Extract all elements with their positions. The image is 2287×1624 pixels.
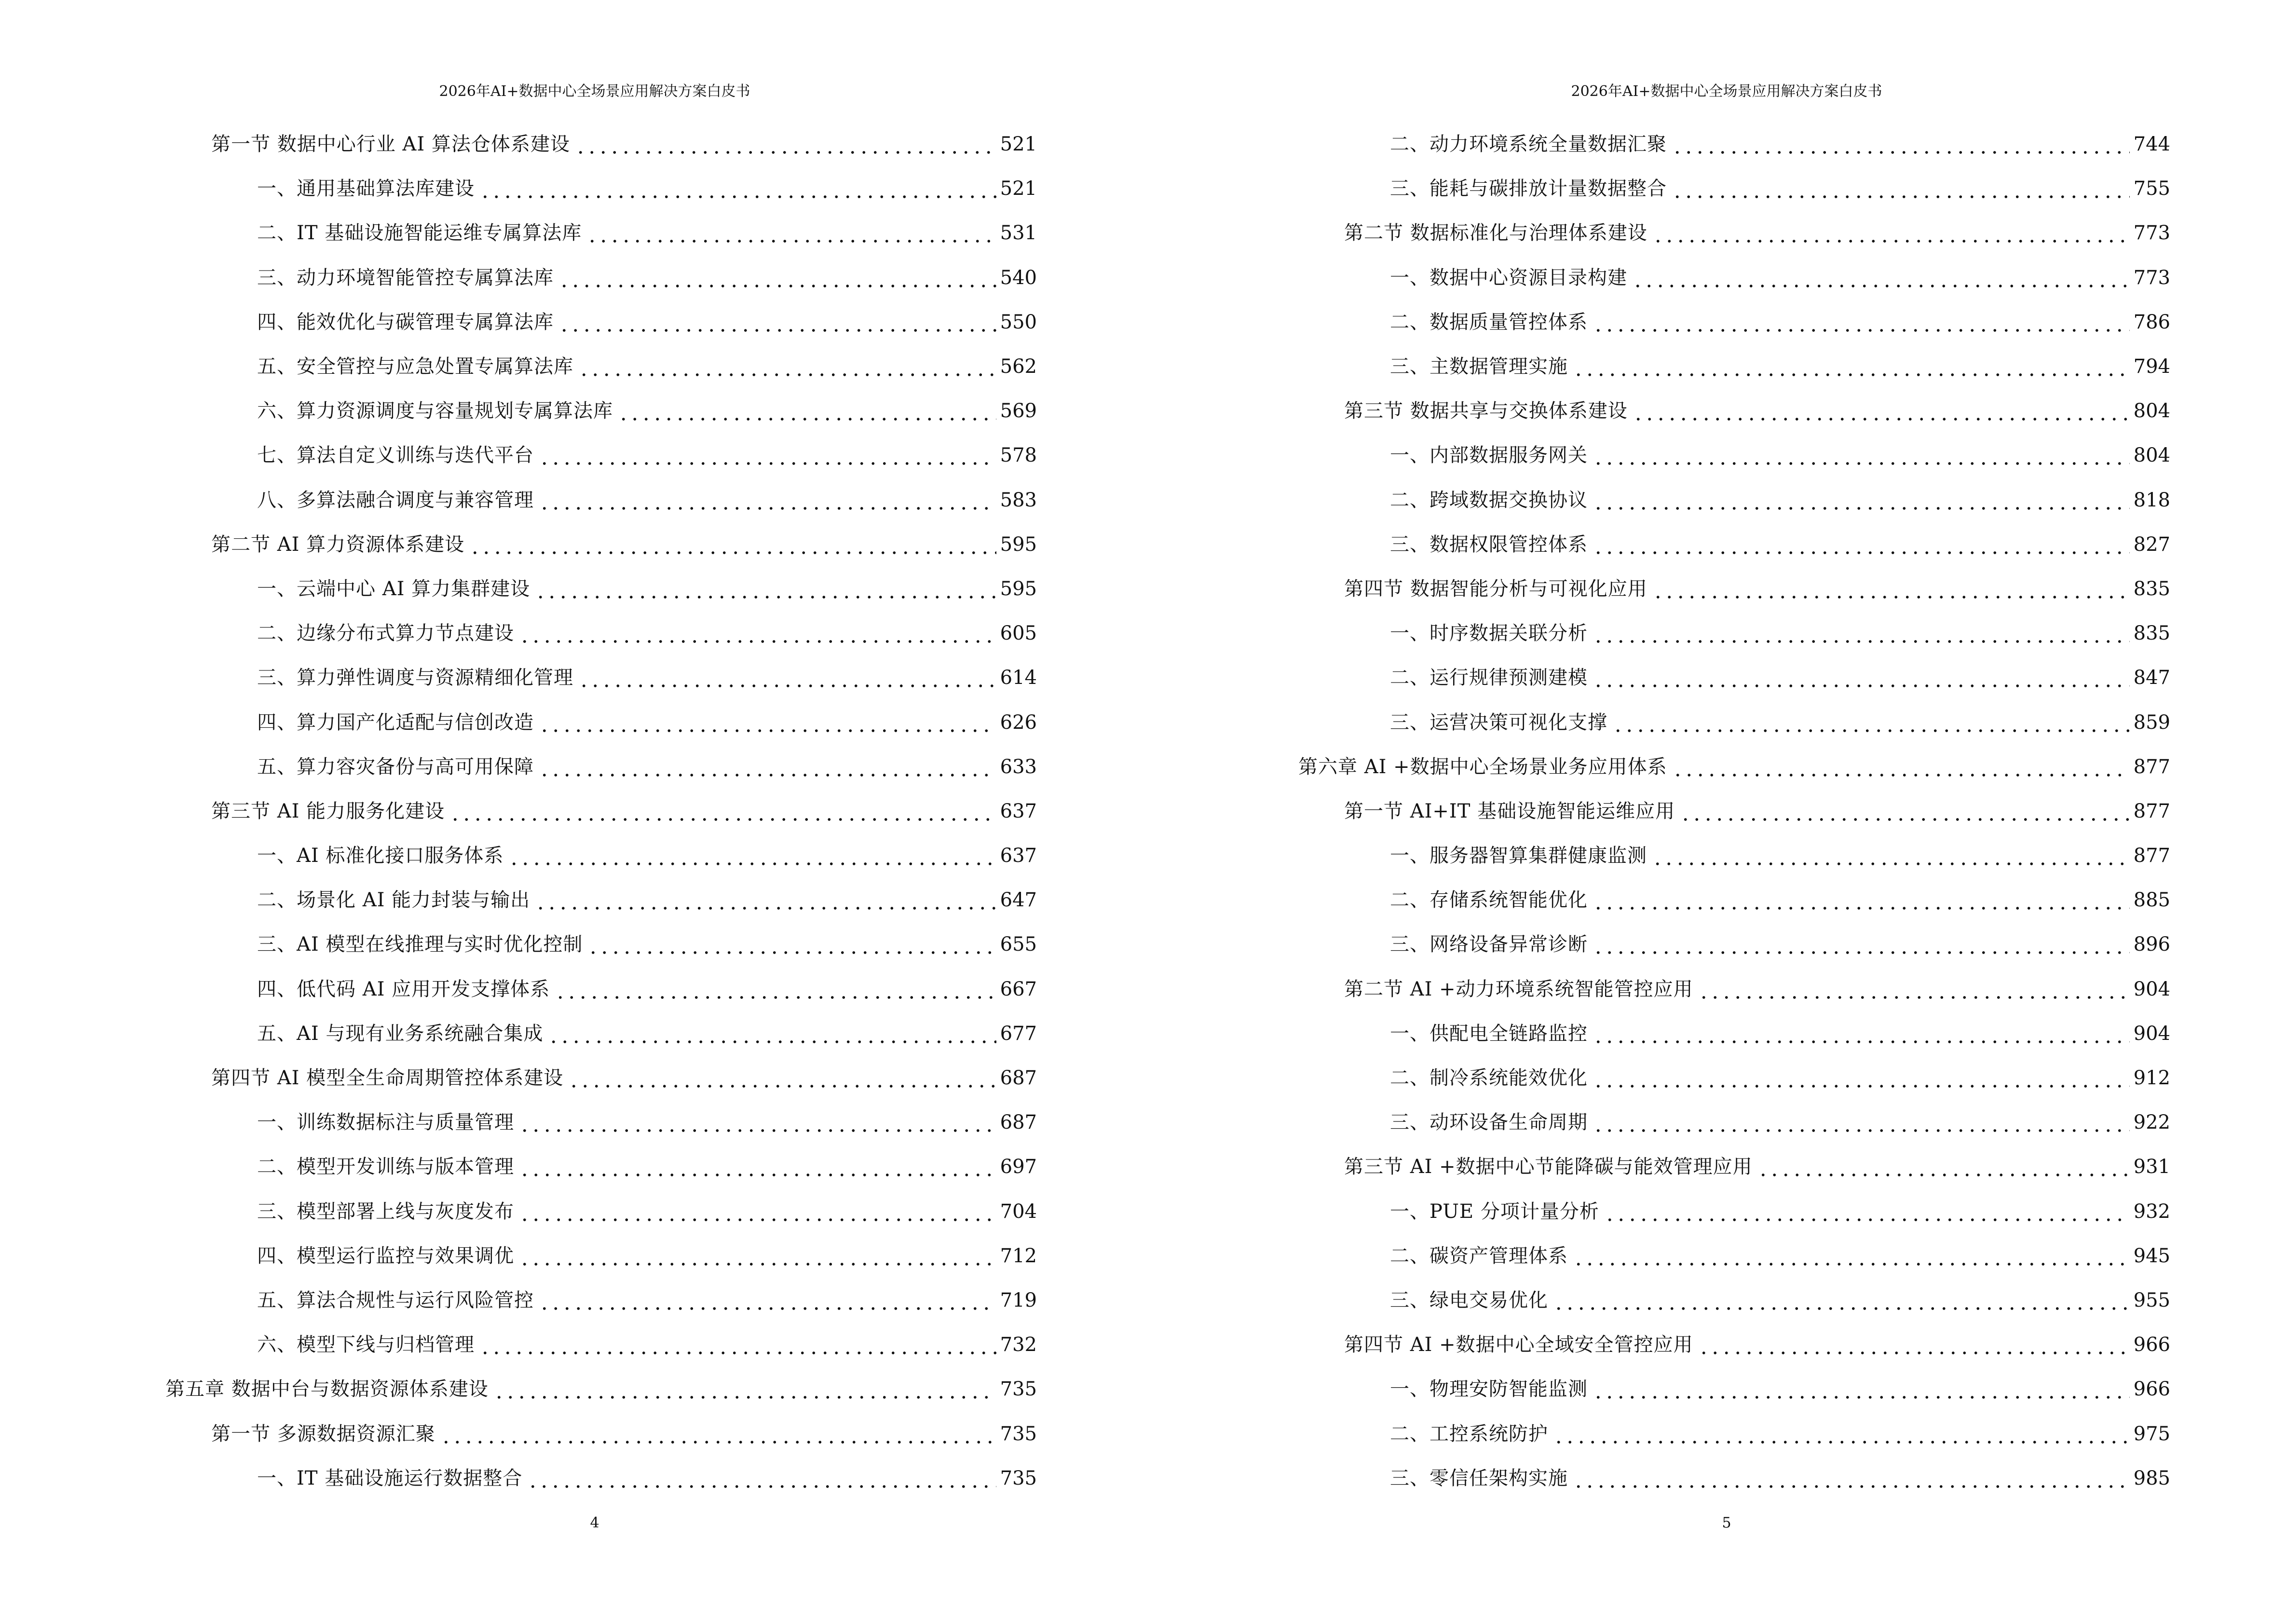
toc-entry-page: 773 (2133, 222, 2170, 245)
toc-entry[interactable] (165, 166, 1037, 211)
toc-entry-title: 第二节 数据标准化与治理体系建设 (1344, 222, 1647, 245)
toc-entry-page: 578 (1000, 444, 1037, 467)
toc-entry-title: 三、算力弹性调度与资源精细化管理 (257, 667, 573, 689)
toc-entry-title: 二、碳资产管理体系 (1390, 1244, 1568, 1267)
toc-entry-title: 二、跨域数据交换协议 (1390, 489, 1588, 511)
toc-entry[interactable] (165, 567, 1037, 611)
toc-entry-page: 859 (2133, 711, 2170, 734)
toc-entry[interactable] (165, 611, 1037, 655)
toc-entry-page: 655 (1000, 933, 1037, 956)
toc-entry-page: 550 (1000, 311, 1037, 333)
toc-entry-page: 735 (1000, 1378, 1037, 1401)
toc-entry[interactable] (165, 922, 1037, 967)
dot-leader (555, 978, 996, 1001)
toc-entry-title: 四、低代码 AI 应用开发支撑体系 (257, 978, 550, 1000)
dot-leader (469, 533, 996, 556)
toc-entry-title: 四、模型运行监控与效果调优 (257, 1244, 514, 1267)
toc-entry-page: 595 (1000, 577, 1037, 600)
dot-leader (1680, 800, 2130, 823)
toc-entry[interactable] (1298, 1056, 2170, 1100)
toc-entry[interactable] (165, 1100, 1037, 1145)
toc-entry-page: 744 (2133, 133, 2170, 156)
toc-entry-title: 二、IT 基础设施智能运维专属算法库 (257, 222, 582, 245)
dot-leader (1604, 1200, 2130, 1223)
toc-entry-page: 922 (2133, 1111, 2170, 1134)
dot-leader (1672, 177, 2130, 200)
toc-entry-title: 三、AI 模型在线推理与实时优化控制 (257, 933, 583, 956)
toc-entry-page: 835 (2133, 622, 2170, 645)
toc-entry[interactable] (165, 700, 1037, 744)
toc-entry-page: 614 (1000, 667, 1037, 689)
toc-entry[interactable] (1298, 344, 2170, 389)
toc-entry[interactable] (1298, 166, 2170, 211)
dot-leader (558, 311, 996, 334)
toc-entry-page: 912 (2133, 1067, 2170, 1090)
dot-leader (1612, 711, 2130, 734)
toc-entry-page: 877 (2133, 755, 2170, 778)
dot-leader (519, 1155, 996, 1178)
dot-leader (1593, 888, 2130, 912)
toc-entry[interactable] (165, 745, 1037, 789)
dot-leader (519, 1244, 996, 1268)
toc-entry[interactable] (1298, 211, 2170, 255)
toc-entry-title: 第三节 数据共享与交换体系建设 (1344, 400, 1628, 423)
toc-entry[interactable] (165, 1234, 1037, 1278)
toc-entry-page: 626 (1000, 711, 1037, 734)
dot-leader (479, 1333, 996, 1356)
dot-leader (539, 711, 996, 734)
toc-entry-title: 五、AI 与现有业务系统融合集成 (257, 1022, 544, 1045)
toc-entry-page: 932 (2133, 1200, 2170, 1223)
toc-entry-title: 三、能耗与碳排放计量数据整合 (1390, 177, 1667, 200)
toc-entry-title: 一、PUE 分项计量分析 (1390, 1200, 1599, 1223)
dot-leader (1553, 1422, 2130, 1446)
toc-entry-page: 773 (2133, 266, 2170, 289)
dot-leader (558, 266, 996, 289)
dot-leader (1593, 311, 2130, 334)
toc-entry-title: 三、零信任架构实施 (1390, 1467, 1568, 1489)
toc-entry[interactable] (165, 1367, 1037, 1411)
toc-entry-title: 二、场景化 AI 能力封装与输出 (257, 889, 531, 912)
toc-entry-title: 三、动力环境智能管控专属算法库 (257, 266, 554, 289)
dot-leader (1593, 933, 2130, 956)
toc-entry[interactable] (165, 389, 1037, 433)
toc-entry-title: 八、多算法融合调度与兼容管理 (257, 489, 534, 511)
dot-leader (535, 888, 996, 912)
toc-entry-page: 637 (1000, 800, 1037, 822)
toc-entry-title: 一、AI 标准化接口服务体系 (257, 845, 504, 867)
dot-leader (1672, 133, 2130, 156)
toc-entry-page: 955 (2133, 1289, 2170, 1311)
toc-entry-page: 595 (1000, 533, 1037, 556)
toc-entry-page: 877 (2133, 800, 2170, 822)
toc-entry-page: 794 (2133, 355, 2170, 378)
toc-entry-page: 931 (2133, 1156, 2170, 1178)
toc-entry-page: 818 (2133, 489, 2170, 511)
toc-entry-page: 732 (1000, 1334, 1037, 1356)
dot-leader (548, 1022, 996, 1045)
toc-entry-page: 827 (2133, 533, 2170, 556)
toc-entry-title: 三、运营决策可视化支撑 (1390, 711, 1607, 734)
toc-entry[interactable] (1298, 1323, 2170, 1367)
dot-leader (578, 355, 996, 378)
toc-entry[interactable] (1298, 522, 2170, 567)
dot-leader (493, 1378, 996, 1401)
toc-entry-page: 521 (1000, 133, 1037, 156)
dot-leader (519, 1111, 996, 1134)
toc-entry-page: 904 (2133, 1022, 2170, 1045)
toc-entry[interactable] (165, 1056, 1037, 1100)
toc-entry-title: 五、算力容灾备份与高可用保障 (257, 755, 534, 778)
toc-entry-title: 六、算力资源调度与容量规划专属算法库 (257, 400, 613, 423)
toc-entry-title: 第一节 数据中心行业 AI 算法仓体系建设 (211, 133, 570, 156)
dot-leader (1633, 399, 2130, 423)
toc-entry-page: 786 (2133, 311, 2170, 333)
toc-entry[interactable] (165, 1278, 1037, 1323)
toc-entry[interactable] (1298, 1011, 2170, 1056)
toc-entry-page: 531 (1000, 222, 1037, 245)
toc-entry-page: 966 (2133, 1334, 2170, 1356)
toc-entry[interactable] (165, 522, 1037, 567)
running-header: 2026年AI+数据中心全场景应用解决方案白皮书 (439, 83, 750, 100)
toc-entry-page: 562 (1000, 355, 1037, 378)
toc-entry[interactable] (1298, 1234, 2170, 1278)
toc-entry-title: 三、动环设备生命周期 (1390, 1111, 1588, 1134)
dot-leader (1652, 577, 2130, 600)
toc-entry[interactable] (165, 1411, 1037, 1456)
toc-list (165, 122, 1037, 1501)
toc-entry-title: 二、运行规律预测建模 (1390, 667, 1588, 689)
toc-entry-page: 704 (1000, 1200, 1037, 1223)
toc-entry-title: 六、模型下线与归档管理 (257, 1334, 475, 1356)
dot-leader (539, 755, 996, 778)
toc-entry[interactable] (1298, 745, 2170, 789)
dot-leader (519, 622, 996, 645)
toc-entry-page: 719 (1000, 1289, 1037, 1311)
toc-entry[interactable] (165, 1456, 1037, 1501)
toc-entry-title: 三、网络设备异常诊断 (1390, 933, 1588, 956)
toc-entry[interactable] (1298, 567, 2170, 611)
toc-entry-page: 847 (2133, 667, 2170, 689)
toc-entry-page: 540 (1000, 266, 1037, 289)
dot-leader (1672, 755, 2130, 778)
dot-leader (440, 1422, 996, 1446)
dot-leader (578, 666, 996, 689)
toc-entry[interactable] (165, 833, 1037, 878)
toc-entry-title: 第四节 AI 模型全生命周期管控体系建设 (211, 1067, 564, 1090)
toc-entry-page: 877 (2133, 845, 2170, 867)
dot-leader (508, 844, 996, 867)
toc-entry[interactable] (165, 789, 1037, 833)
dot-leader (1593, 489, 2130, 512)
toc-entry[interactable] (1298, 878, 2170, 922)
dot-leader (1593, 622, 2130, 645)
dot-leader (1593, 666, 2130, 689)
toc-page-right (1144, 0, 2287, 1624)
toc-entry-page: 896 (2133, 933, 2170, 956)
toc-entry[interactable] (165, 300, 1037, 344)
dot-leader (1573, 1244, 2130, 1268)
dot-leader (587, 933, 996, 956)
dot-leader (1573, 1467, 2130, 1490)
dot-leader (1698, 978, 2130, 1001)
toc-entry-page: 687 (1000, 1111, 1037, 1134)
toc-entry-page: 697 (1000, 1156, 1037, 1178)
toc-entry[interactable] (1298, 1278, 2170, 1323)
toc-entry[interactable] (1298, 256, 2170, 300)
dot-leader (618, 399, 996, 423)
toc-entry-title: 三、主数据管理实施 (1390, 355, 1568, 378)
toc-entry-title: 一、IT 基础设施运行数据整合 (257, 1467, 523, 1489)
dot-leader (1593, 1378, 2130, 1401)
toc-entry-page: 569 (1000, 400, 1037, 423)
toc-entry[interactable] (165, 433, 1037, 478)
toc-list (1298, 122, 2170, 1501)
toc-entry[interactable] (165, 1189, 1037, 1234)
toc-entry-page: 966 (2133, 1378, 2170, 1401)
page-number: 4 (590, 1515, 599, 1531)
toc-entry[interactable] (1298, 1456, 2170, 1501)
toc-entry[interactable] (165, 344, 1037, 389)
toc-entry-title: 第六章 AI +数据中心全场景业务应用体系 (1298, 755, 1667, 778)
dot-leader (1652, 221, 2130, 245)
toc-entry-title: 二、数据质量管控体系 (1390, 311, 1588, 333)
dot-leader (479, 177, 996, 200)
toc-entry-title: 第二节 AI +动力环境系统智能管控应用 (1344, 978, 1693, 1000)
toc-entry-page: 677 (1000, 1022, 1037, 1045)
toc-entry-page: 633 (1000, 755, 1037, 778)
toc-entry-title: 一、通用基础算法库建设 (257, 177, 475, 200)
dot-leader (1593, 444, 2130, 467)
toc-entry-title: 三、数据权限管控体系 (1390, 533, 1588, 556)
toc-entry-page: 804 (2133, 444, 2170, 467)
toc-entry-title: 一、训练数据标注与质量管理 (257, 1111, 514, 1134)
toc-entry[interactable] (165, 478, 1037, 522)
toc-entry-title: 二、边缘分布式算力节点建设 (257, 622, 514, 645)
dot-leader (535, 577, 996, 600)
toc-entry-title: 一、服务器智算集群健康监测 (1390, 845, 1647, 867)
toc-entry-title: 七、算法自定义训练与迭代平台 (257, 444, 534, 467)
toc-entry-page: 521 (1000, 177, 1037, 200)
toc-entry-page: 637 (1000, 845, 1037, 867)
toc-entry-title: 二、存储系统智能优化 (1390, 889, 1588, 912)
dot-leader (1632, 266, 2130, 289)
toc-entry[interactable] (1298, 967, 2170, 1011)
toc-entry[interactable] (165, 878, 1037, 922)
dot-leader (568, 1066, 996, 1090)
dot-leader (1593, 1111, 2130, 1134)
toc-entry[interactable] (165, 256, 1037, 300)
toc-entry-page: 583 (1000, 489, 1037, 511)
dot-leader (1593, 1066, 2130, 1090)
toc-entry[interactable] (1298, 1189, 2170, 1234)
running-header: 2026年AI+数据中心全场景应用解决方案白皮书 (1571, 83, 1882, 100)
toc-entry-title: 五、安全管控与应急处置专属算法库 (257, 355, 573, 378)
toc-entry-page: 945 (2133, 1244, 2170, 1267)
dot-leader (527, 1467, 996, 1490)
toc-entry[interactable] (165, 122, 1037, 166)
dot-leader (1573, 355, 2130, 378)
toc-entry-title: 第三节 AI +数据中心节能降碳与能效管理应用 (1344, 1156, 1753, 1178)
toc-entry-title: 第四节 数据智能分析与可视化应用 (1344, 577, 1647, 600)
toc-entry-title: 第一节 AI+IT 基础设施智能运维应用 (1344, 800, 1675, 822)
toc-entry[interactable] (1298, 389, 2170, 433)
toc-entry-title: 二、动力环境系统全量数据汇聚 (1390, 133, 1667, 156)
toc-entry-title: 一、时序数据关联分析 (1390, 622, 1588, 645)
toc-entry[interactable] (1298, 700, 2170, 744)
toc-entry-title: 第五章 数据中台与数据资源体系建设 (165, 1378, 489, 1401)
toc-entry-title: 四、算力国产化适配与信创改造 (257, 711, 534, 734)
toc-entry-page: 605 (1000, 622, 1037, 645)
toc-entry-page: 687 (1000, 1067, 1037, 1090)
toc-entry-title: 一、云端中心 AI 算力集群建设 (257, 577, 531, 600)
toc-entry-title: 四、能效优化与碳管理专属算法库 (257, 311, 554, 333)
dot-leader (1757, 1155, 2130, 1178)
toc-entry-page: 975 (2133, 1422, 2170, 1445)
toc-entry-page: 885 (2133, 889, 2170, 912)
dot-leader (1553, 1289, 2130, 1312)
toc-entry-page: 985 (2133, 1467, 2170, 1489)
toc-entry-title: 一、内部数据服务网关 (1390, 444, 1588, 467)
toc-entry-title: 第三节 AI 能力服务化建设 (211, 800, 445, 822)
toc-entry-title: 二、模型开发训练与版本管理 (257, 1156, 514, 1178)
toc-entry-page: 835 (2133, 577, 2170, 600)
dot-leader (539, 444, 996, 467)
toc-entry-title: 三、绿电交易优化 (1390, 1289, 1548, 1311)
dot-leader (539, 1289, 996, 1312)
toc-entry[interactable] (1298, 922, 2170, 967)
toc-entry[interactable] (1298, 300, 2170, 344)
toc-entry-title: 二、工控系统防护 (1390, 1422, 1548, 1445)
toc-entry[interactable] (165, 1145, 1037, 1189)
toc-entry-title: 一、物理安防智能监测 (1390, 1378, 1588, 1401)
dot-leader (575, 133, 996, 156)
toc-entry-title: 一、供配电全链路监控 (1390, 1022, 1588, 1045)
toc-entry-title: 五、算法合规性与运行风险管控 (257, 1289, 534, 1311)
toc-entry[interactable] (1298, 611, 2170, 655)
dot-leader (586, 221, 996, 245)
toc-entry-page: 735 (1000, 1467, 1037, 1489)
toc-entry-title: 一、数据中心资源目录构建 (1390, 266, 1627, 289)
toc-entry-title: 第四节 AI +数据中心全域安全管控应用 (1344, 1334, 1693, 1356)
toc-entry[interactable] (1298, 655, 2170, 700)
dot-leader (519, 1200, 996, 1223)
toc-entry[interactable] (165, 967, 1037, 1011)
dot-leader (1652, 844, 2130, 867)
dot-leader (539, 489, 996, 512)
dot-leader (1593, 1022, 2130, 1045)
toc-entry-page: 735 (1000, 1422, 1037, 1445)
toc-entry-page: 804 (2133, 400, 2170, 423)
toc-entry[interactable] (1298, 478, 2170, 522)
toc-entry[interactable] (1298, 833, 2170, 878)
toc-entry[interactable] (1298, 789, 2170, 833)
toc-entry[interactable] (1298, 1411, 2170, 1456)
toc-entry-title: 三、模型部署上线与灰度发布 (257, 1200, 514, 1223)
toc-entry[interactable] (165, 211, 1037, 255)
toc-entry[interactable] (1298, 1367, 2170, 1411)
toc-entry-page: 712 (1000, 1244, 1037, 1267)
toc-entry[interactable] (1298, 1100, 2170, 1145)
toc-entry-page: 647 (1000, 889, 1037, 912)
toc-entry[interactable] (1298, 122, 2170, 166)
toc-entry[interactable] (165, 1011, 1037, 1056)
toc-entry-title: 二、制冷系统能效优化 (1390, 1067, 1588, 1090)
dot-leader (1593, 533, 2130, 556)
dot-leader (1698, 1333, 2130, 1356)
page-number: 5 (1722, 1515, 1731, 1531)
toc-entry[interactable] (1298, 1145, 2170, 1189)
toc-entry-page: 755 (2133, 177, 2170, 200)
toc-entry[interactable] (165, 1323, 1037, 1367)
toc-entry-page: 667 (1000, 978, 1037, 1000)
toc-entry[interactable] (165, 655, 1037, 700)
toc-entry-title: 第二节 AI 算力资源体系建设 (211, 533, 465, 556)
toc-entry[interactable] (1298, 433, 2170, 478)
dot-leader (449, 800, 996, 823)
toc-entry-title: 第一节 多源数据资源汇聚 (211, 1422, 436, 1445)
toc-entry-page: 904 (2133, 978, 2170, 1000)
